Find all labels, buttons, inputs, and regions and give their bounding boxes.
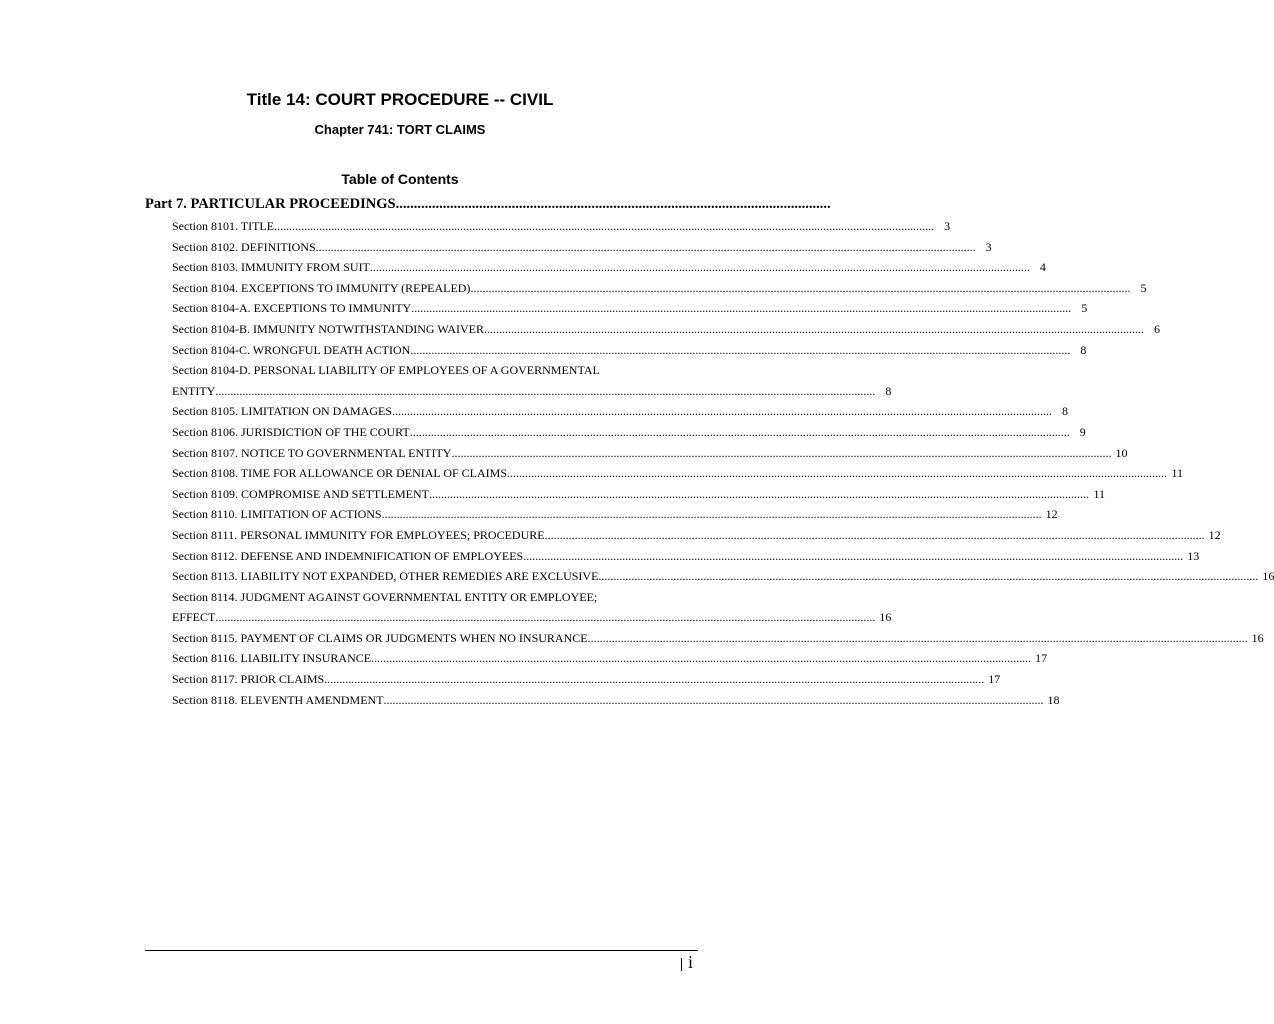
part-heading[interactable] — [145, 196, 831, 213]
toc-entry-text: ENTITY — [172, 383, 216, 398]
toc-entry-text: Section 8113. LIABILITY NOT EXPANDED, OTHER REMEDIES ARE EXCLUSIVE — [172, 569, 599, 584]
leader-dots: ............................................................................................................................................................................................................................ — [324, 672, 985, 687]
toc-entry[interactable] — [172, 298, 1088, 319]
leader-dots: ............................................................................................................................................................................................................................ — [411, 301, 1072, 316]
toc-entry[interactable] — [172, 319, 1160, 340]
toc-entry-page: 17 — [988, 672, 1001, 687]
toc-entry-page: 13 — [1187, 548, 1200, 563]
toc-entry[interactable] — [172, 422, 1086, 443]
leader-dots: ............................................................................................................................................................................................................................ — [215, 610, 876, 625]
leader-dots: ............................................................................................................................................................................................................................ — [429, 486, 1090, 501]
leader-dots: ............................................................................................................................................................................................................................ — [315, 239, 976, 254]
toc-entry-page: 16 — [879, 610, 892, 625]
toc-entry-page: 5 — [1140, 280, 1147, 295]
leader-dots: ............................................................................................................................................................................................................................ — [392, 404, 1053, 419]
toc-entry[interactable] — [172, 257, 1046, 278]
toc-entry[interactable] — [172, 216, 951, 237]
toc-entry-page: 8 — [1080, 342, 1087, 357]
leader-dots: ............................................................................................................................................................................................................................ — [371, 651, 1032, 666]
toc-entry[interactable] — [172, 484, 1106, 505]
leader-dots: ............................................................................................................................................................................................................................ — [544, 527, 1205, 542]
toc-entry-page: 18 — [1047, 692, 1060, 707]
toc-entry-text: Section 8109. COMPROMISE AND SETTLEMENT — [172, 486, 430, 501]
leader-dots: ............................................................................................................................................................................................................................ — [410, 342, 1071, 357]
footer-rule — [145, 950, 698, 951]
toc-entry-text-line1: Section 8104-D. PERSONAL LIABILITY OF EMPLOYEES OF A GOVERNMENTAL — [172, 363, 600, 378]
toc-heading: Table of Contents — [341, 171, 459, 187]
leader-dots: ............................................................................................................................................................................................................................ — [381, 507, 1042, 522]
toc-entry[interactable] — [172, 525, 1221, 546]
toc-entry-page: 8 — [1062, 404, 1069, 419]
leader-dots: ............................................................................................................................................................................................................................ — [451, 445, 1112, 460]
toc-entry-page: 11 — [1093, 486, 1106, 501]
toc-entry-page: 12 — [1208, 527, 1221, 542]
toc-entry-text: Section 8117. PRIOR CLAIMS — [172, 672, 325, 687]
toc-entry-text: Section 8105. LIMITATION ON DAMAGES — [172, 404, 393, 419]
toc-entry[interactable] — [172, 340, 1087, 361]
toc-list — [172, 216, 1274, 710]
chapter-title: Chapter 741: TORT CLAIMS — [314, 122, 486, 137]
leader-dots: ............................................................................................................................................................................................................................ — [274, 219, 935, 233]
toc-entry[interactable] — [172, 546, 1200, 567]
toc-entry-page: 8 — [885, 383, 892, 398]
toc-entry-page: 11 — [1171, 466, 1183, 481]
leader-dots: ............................................................................................................................................................................................................................ — [215, 383, 876, 398]
toc-entry-text: Section 8108. TIME FOR ALLOWANCE OR DENIAL OF CLAIMS — [172, 466, 507, 481]
toc-entry-page: 16 — [1262, 569, 1274, 584]
toc-entry-text: Section 8102. DEFINITIONS — [172, 239, 316, 254]
toc-entry-text: Section 8110. LIMITATION OF ACTIONS — [172, 507, 382, 522]
toc-entry[interactable] — [172, 401, 1069, 422]
toc-entry[interactable] — [172, 237, 992, 258]
leader-dots: ............................................................................................................................................................................................................................ — [484, 321, 1144, 336]
toc-entry[interactable] — [172, 628, 1264, 649]
toc-entry-text: Section 8116. LIABILITY INSURANCE — [172, 651, 372, 666]
footer-divider — [681, 958, 682, 971]
toc-entry-page: 5 — [1081, 301, 1088, 316]
toc-entry-text: Section 8106. JURISDICTION OF THE COURT — [172, 424, 410, 439]
toc-entry-text: Section 8104-A. EXCEPTIONS TO IMMUNITY — [172, 301, 412, 316]
toc-entry-text-line1: Section 8114. JUDGMENT AGAINST GOVERNMENTAL ENTITY OR EMPLOYEE; — [172, 589, 598, 604]
toc-entry[interactable] — [172, 463, 1183, 484]
toc-entry[interactable] — [172, 587, 892, 628]
toc-entry-page: 4 — [1039, 260, 1046, 275]
toc-entry[interactable] — [172, 648, 1048, 669]
toc-entry-text: Section 8115. PAYMENT OF CLAIMS OR JUDGMENTS WHEN NO INSURANCE — [172, 630, 588, 645]
toc-entry[interactable] — [172, 504, 1058, 525]
toc-entry[interactable] — [172, 278, 1147, 299]
toc-entry-page: 12 — [1045, 507, 1058, 522]
toc-entry-text: Section 8111. PERSONAL IMMUNITY FOR EMPLOYEES; PROCEDURE — [172, 527, 545, 542]
toc-entry[interactable] — [172, 669, 1001, 690]
toc-entry[interactable] — [172, 443, 1128, 464]
toc-entry-page: 3 — [985, 239, 992, 254]
toc-entry-text: Section 8107. NOTICE TO GOVERNMENTAL ENTITY — [172, 445, 452, 460]
leader-dots: ............................................................................................................................................................................................................................ — [383, 692, 1044, 707]
leader-dots: ............................................................................................................................................................................................................................ — [587, 630, 1248, 645]
toc-entry-page: 17 — [1035, 651, 1048, 666]
leader-dots: ............................................................................................................................................................................................................................ — [470, 280, 1131, 295]
toc-entry-text: Section 8104-C. WRONGFUL DEATH ACTION — [172, 342, 411, 357]
toc-entry-page: 10 — [1115, 445, 1128, 460]
part-heading-text: Part 7. PARTICULAR PROCEEDINGS — [145, 196, 396, 212]
toc-entry-text: Section 8103. IMMUNITY FROM SUIT — [172, 260, 370, 275]
toc-entry-text: Section 8104. EXCEPTIONS TO IMMUNITY (REPEALED) — [172, 280, 471, 295]
toc-entry-text: EFFECT — [172, 610, 216, 625]
toc-entry-page: 6 — [1154, 321, 1160, 336]
leader-dots: ............................................................................................................................................................................................................................ — [598, 569, 1259, 584]
toc-entry-page: 3 — [944, 219, 951, 233]
toc-entry-text: Section 8104-B. IMMUNITY NOTWITHSTANDING WAIVER — [172, 321, 484, 336]
document-title: Title 14: COURT PROCEDURE -- CIVIL — [246, 90, 554, 109]
toc-entry-text: Section 8101. TITLE — [172, 219, 275, 233]
leader-dots: ........................................................................................................................ — [395, 196, 831, 212]
leader-dots: ............................................................................................................................................................................................................................ — [369, 260, 1030, 275]
toc-entry-page: 9 — [1079, 424, 1086, 439]
toc-entry-text: Section 8112. DEFENSE AND INDEMNIFICATION OF EMPLOYEES — [172, 548, 524, 563]
leader-dots: ............................................................................................................................................................................................................................ — [523, 548, 1184, 563]
toc-entry[interactable] — [172, 360, 892, 401]
leader-dots: ............................................................................................................................................................................................................................ — [507, 466, 1167, 481]
toc-entry[interactable] — [172, 566, 1274, 587]
toc-entry-text: Section 8118. ELEVENTH AMENDMENT — [172, 692, 384, 707]
leader-dots: ............................................................................................................................................................................................................................ — [409, 424, 1070, 439]
toc-entry-page: 16 — [1251, 630, 1264, 645]
toc-entry[interactable] — [172, 690, 1060, 711]
page-number: i — [688, 952, 694, 972]
